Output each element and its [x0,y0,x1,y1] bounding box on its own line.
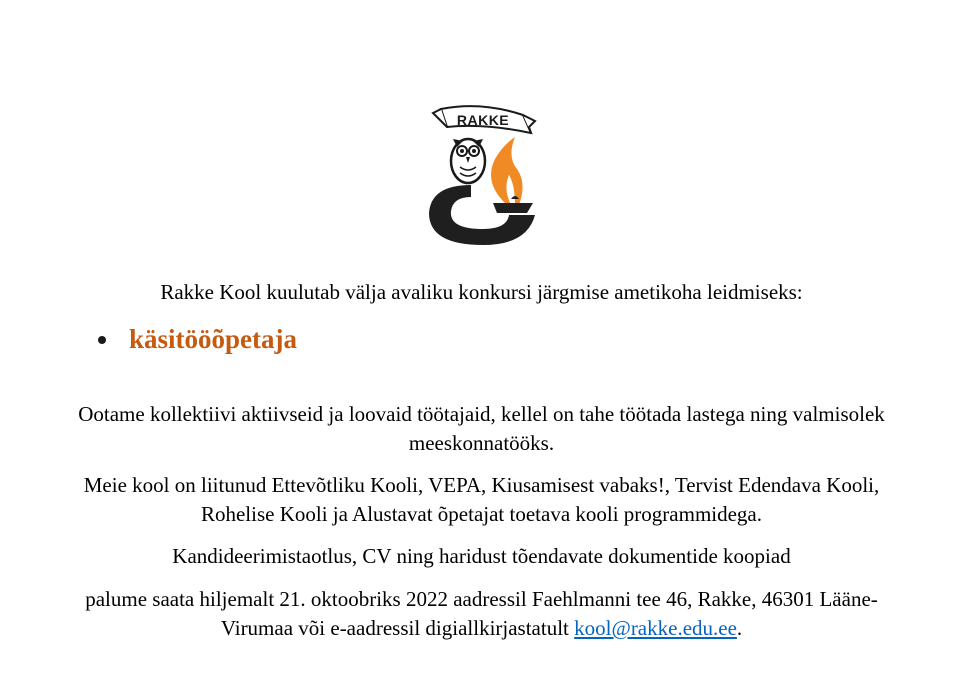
submission-end: . [736,616,743,640]
position-list-item [98,322,297,356]
position-title: käsitööõpetaja [129,324,297,354]
bullet-icon [98,336,106,344]
documents-paragraph: Kandideerimistaotlus, CV ning haridust tõendavate dokumentide koopiad [172,544,791,568]
announcement-intro: Rakke Kool kuulutab välja avaliku konkursi järgmise ametikoha leidmiseks: [160,280,803,304]
submission-paragraph [60,585,903,643]
owl-flame-emblem-icon [423,103,541,248]
school-logo [423,103,541,248]
email-link[interactable]: kool@rakke.edu.ee [574,616,737,640]
submission-text: palume saata hiljemalt 21. oktoobriks 2022 aadressil Faehlmanni tee 46, Rakke, 46301 Lääne-Virumaa või e-aadressil digiallkirjastatult [85,587,878,640]
logo-banner-text: RAKKE [456,112,510,128]
team-paragraph: Ootame kollektiivi aktiivseid ja loovaid töötajaid, kellel on tahe töötada lastega ning valmisolek meeskonnatööks. [78,402,885,455]
programs-paragraph: Meie kool on liitunud Ettevõtliku Kooli, VEPA, Kiusamisest vabaks!, Tervist Edendava Kooli, Rohelise Kooli ja Alustavat õpetajat toetava kooli programmidega. [83,473,880,526]
